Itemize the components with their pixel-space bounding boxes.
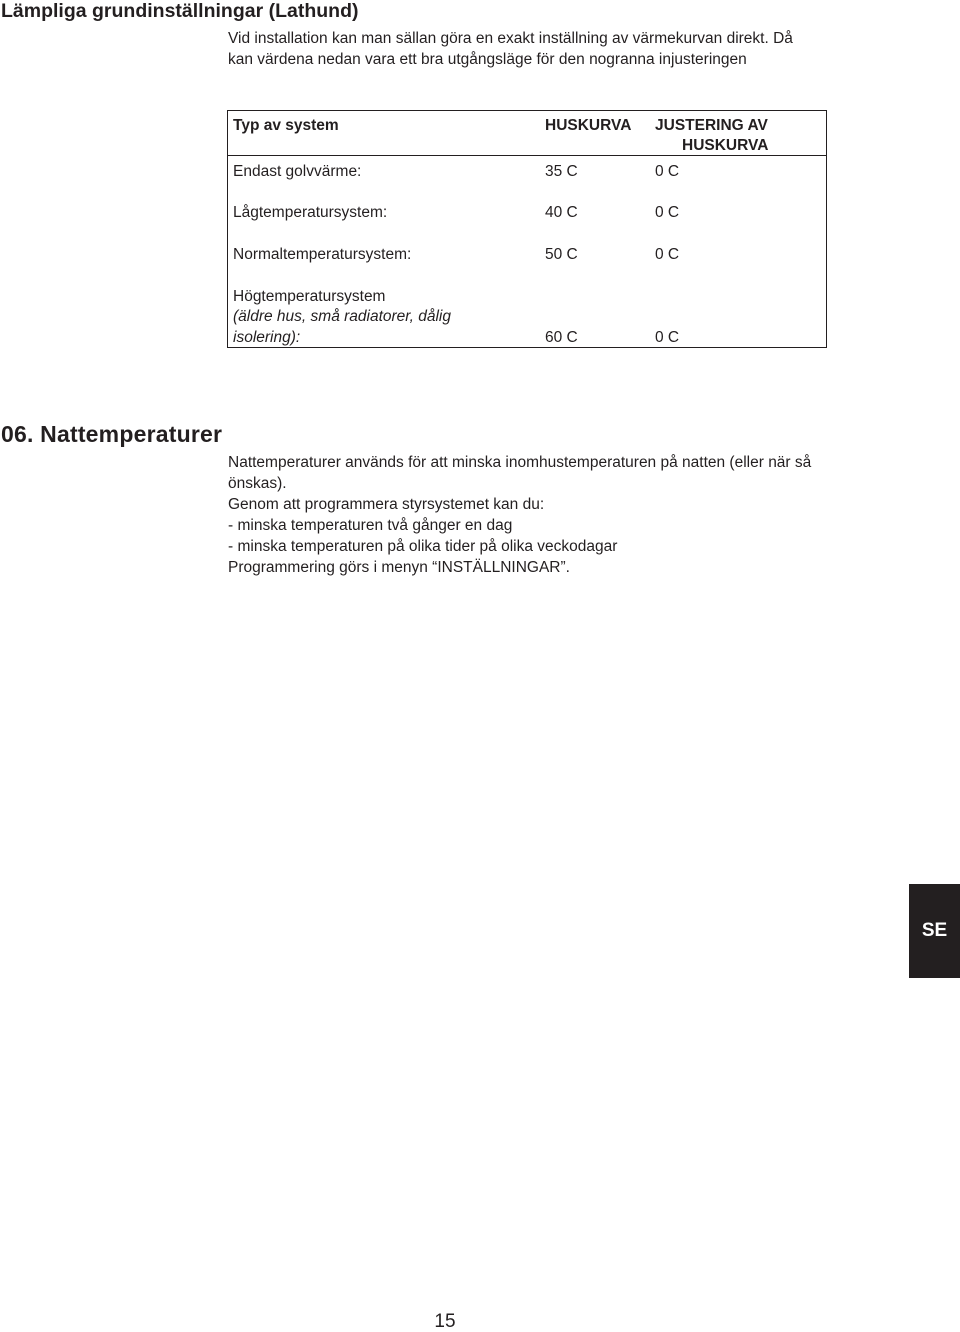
table-header-system: Typ av system	[233, 117, 339, 134]
row-system: Lågtemperatursystem:	[233, 204, 388, 221]
row-system-note: isolering):	[233, 329, 301, 346]
night-line: Nattemperaturer används för att minska inomhustemperaturen på natten (eller när så	[228, 454, 812, 471]
row-adjust: 0 C	[655, 204, 680, 221]
page-number: 15	[434, 1311, 456, 1332]
night-line: önskas).	[228, 475, 287, 492]
intro-text	[228, 28, 878, 70]
night-line: Programmering görs i menyn “INSTÄLLNINGAR”.	[228, 559, 570, 576]
row-system: Endast golvvärme:	[233, 163, 362, 180]
language-tab: SE	[909, 884, 960, 978]
night-line: Genom att programmera styrsystemet kan du:	[228, 496, 545, 513]
intro-line: kan värdena nedan vara ett bra utgångsläge för den nogranna injusteringen	[228, 51, 747, 68]
row-system-note: (äldre hus, små radiatorer, dålig	[233, 308, 451, 325]
night-body	[228, 452, 908, 578]
row-curve: 40 C	[545, 204, 578, 221]
table-header-rule	[228, 155, 826, 156]
night-line: - minska temperaturen två gånger en dag	[228, 517, 513, 534]
row-system: Normaltemperatursystem:	[233, 246, 412, 263]
row-adjust: 0 C	[655, 329, 680, 346]
night-line: - minska temperaturen på olika tider på olika veckodagar	[228, 538, 618, 555]
settings-table	[227, 110, 827, 348]
section-title: Lämpliga grundinställningar (Lathund)	[1, 0, 359, 22]
night-heading: 06. Nattemperaturer	[1, 421, 223, 447]
row-curve: 35 C	[545, 163, 578, 180]
row-system: Högtemperatursystem	[233, 288, 386, 305]
row-adjust: 0 C	[655, 246, 680, 263]
intro-line: Vid installation kan man sällan göra en exakt inställning av värmekurvan direkt. Då	[228, 30, 793, 47]
row-curve: 50 C	[545, 246, 578, 263]
table-header-curve: HUSKURVA	[545, 117, 632, 134]
row-adjust: 0 C	[655, 163, 680, 180]
table-header-adjust: JUSTERING AV	[655, 117, 768, 134]
table-header-adjust-2: HUSKURVA	[682, 137, 769, 154]
row-curve: 60 C	[545, 329, 578, 346]
